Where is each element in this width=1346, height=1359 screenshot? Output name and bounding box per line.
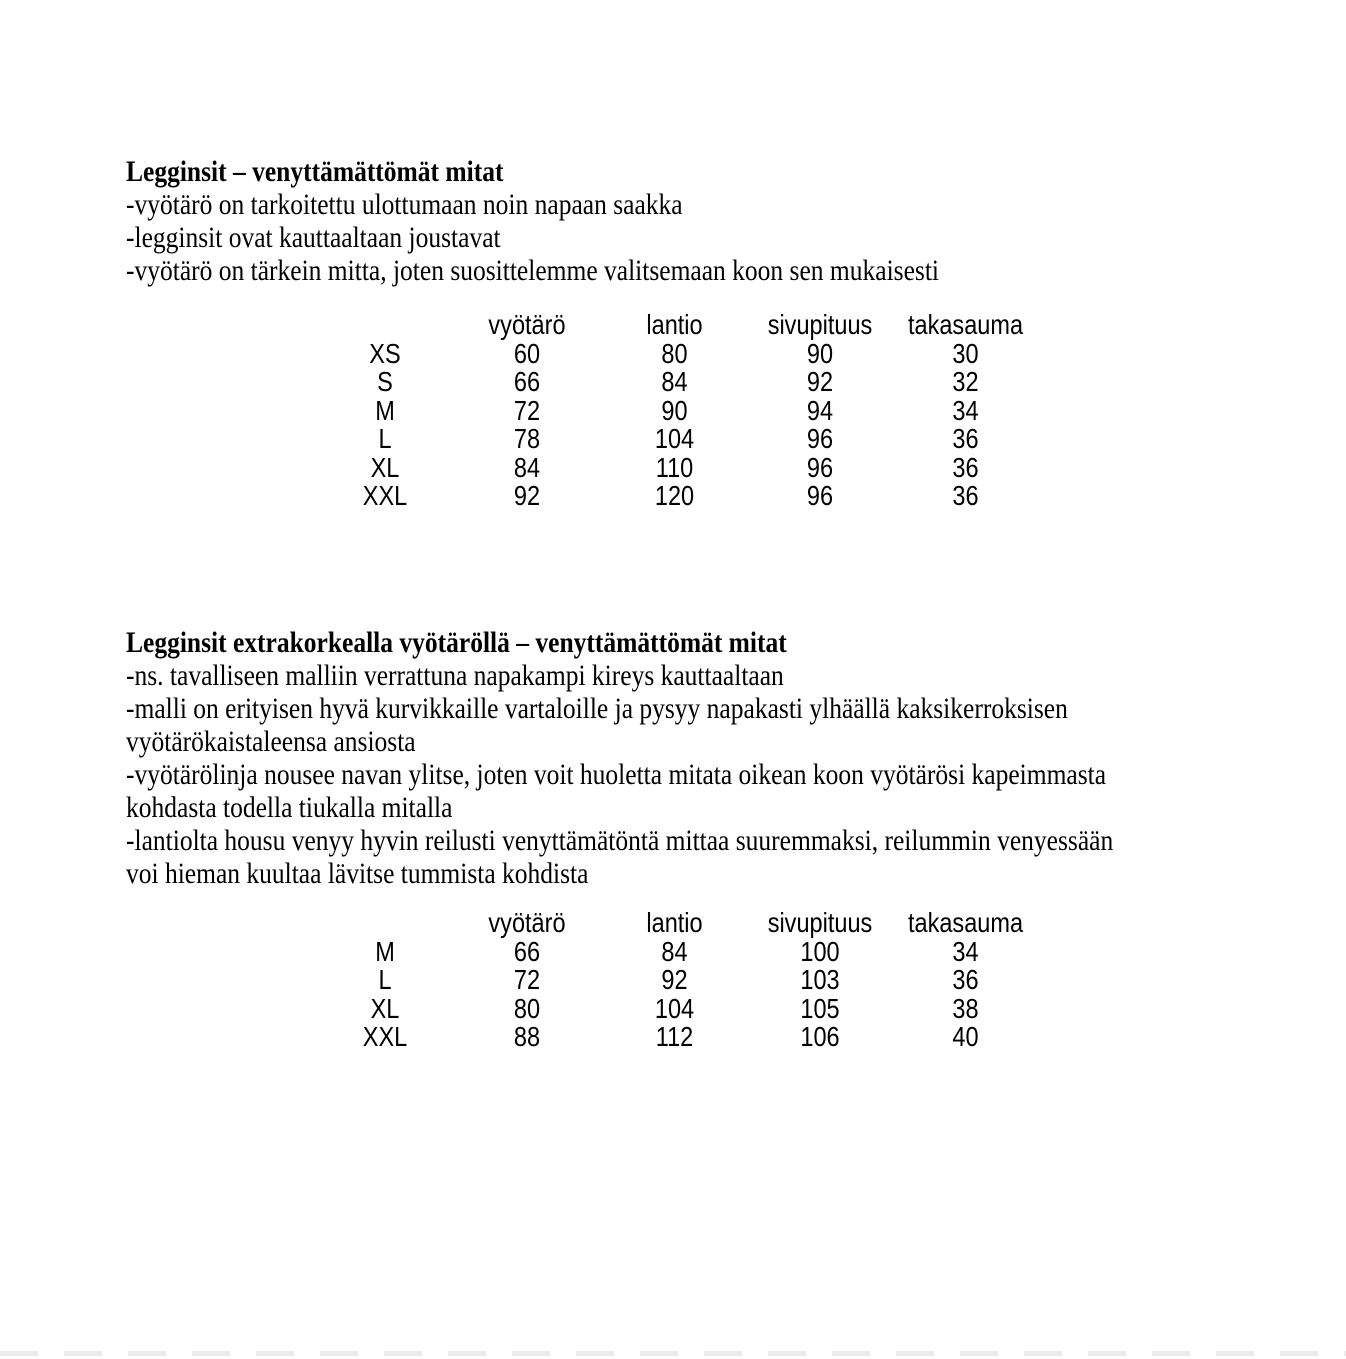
- column-header: sivupituus: [767, 907, 873, 938]
- table-row: [318, 394, 1038, 426]
- table-cell: 38: [952, 992, 979, 1024]
- table-row: [318, 966, 1038, 995]
- size-table-legginsit: [318, 311, 1038, 511]
- text-line: -legginsit ovat kauttaaltaan joustavat: [126, 221, 501, 254]
- table-cell: 32: [952, 366, 979, 397]
- text-line: -ns. tavalliseen malliin verrattuna napakampi kireys kauttaaltaan: [126, 659, 784, 692]
- table-cell: 104: [654, 423, 695, 454]
- table-cell: XL: [370, 992, 400, 1024]
- section-heading: Legginsit extrakorkealla vyötäröllä – venyttämättömät mitat: [126, 626, 787, 659]
- table-row: [318, 992, 1038, 1024]
- table-cell: XS: [369, 337, 401, 369]
- table-cell: L: [378, 423, 392, 454]
- table-row: [318, 425, 1038, 454]
- table-row: [318, 1023, 1038, 1052]
- column-header: takasauma: [907, 907, 1024, 938]
- table-cell: M: [375, 394, 395, 426]
- table-cell: 36: [952, 964, 979, 995]
- table-cell: 110: [655, 451, 694, 483]
- table-cell: S: [377, 366, 393, 397]
- table-cell: XXL: [362, 1021, 408, 1052]
- text-line: kohdasta todella tiukalla mitalla: [126, 791, 453, 824]
- table-cell: 72: [513, 964, 541, 995]
- column-header: vyötärö: [488, 907, 566, 938]
- table-cell: 34: [952, 935, 979, 967]
- table-row: [318, 337, 1038, 369]
- table-cell: 96: [806, 480, 834, 511]
- table-cell: 112: [655, 1021, 694, 1052]
- table-cell: 78: [513, 423, 541, 454]
- section-legginsit-text: [126, 155, 1082, 287]
- table-header-row: [318, 909, 1038, 938]
- table-cell: 100: [800, 935, 840, 967]
- text-line: vyötärökaistaleensa ansiosta: [126, 725, 416, 758]
- text-line: voi hieman kuultaa lävitse tummista kohdista: [126, 857, 589, 890]
- table-row: [318, 368, 1038, 397]
- table-cell: XL: [370, 451, 400, 483]
- column-header: [329, 909, 442, 938]
- table-cell: 120: [654, 480, 695, 511]
- text-line: -malli on erityisen hyvä kurvikkaille vartaloille ja pysyy napakasti ylhäällä kaksikerroksisen: [126, 692, 1068, 725]
- page-bottom-dashed-divider: [0, 1351, 1346, 1356]
- table-cell: 92: [513, 480, 541, 511]
- column-header: vyötärö: [488, 309, 566, 340]
- table-cell: M: [375, 935, 395, 967]
- table-cell: 103: [800, 964, 840, 995]
- section-heading: Legginsit – venyttämättömät mitat: [126, 155, 504, 188]
- table-cell: 80: [513, 992, 541, 1024]
- table-cell: 40: [952, 1021, 979, 1052]
- table-cell: 84: [661, 366, 688, 397]
- table-row: [318, 451, 1038, 483]
- table-cell: 80: [661, 337, 688, 369]
- column-header: lantio: [646, 309, 703, 340]
- table-cell: 36: [952, 451, 979, 483]
- table-header-row: [318, 311, 1038, 340]
- table-cell: 72: [513, 394, 541, 426]
- table-cell: 66: [513, 366, 541, 397]
- table-cell: 34: [952, 394, 979, 426]
- table-cell: L: [378, 964, 392, 995]
- column-header: sivupituus: [767, 309, 873, 340]
- text-lines: [126, 188, 1082, 287]
- column-header: [329, 311, 442, 340]
- table-cell: 94: [806, 394, 834, 426]
- table-cell: 84: [513, 451, 541, 483]
- table-row: [318, 482, 1038, 511]
- table-cell: 36: [952, 480, 979, 511]
- text-line: -lantiolta housu venyy hyvin reilusti venyttämätöntä mittaa suuremmaksi, reilummin venyessään: [126, 824, 1114, 857]
- table-cell: 36: [952, 423, 979, 454]
- column-header: takasauma: [907, 309, 1024, 340]
- table-cell: 84: [661, 935, 688, 967]
- text-line: -vyötärölinja nousee navan ylitse, joten voit huoletta mitata oikean koon vyötärösi kapeimmasta: [126, 758, 1107, 791]
- table-cell: 96: [806, 451, 834, 483]
- table-cell: 90: [661, 394, 688, 426]
- text-line: -vyötärö on tärkein mitta, joten suosittelemme valitsemaan koon sen mukaisesti: [126, 254, 939, 287]
- table-cell: 104: [654, 992, 695, 1024]
- table-cell: 106: [800, 1021, 840, 1052]
- column-header: lantio: [646, 907, 703, 938]
- table-row: [318, 935, 1038, 967]
- table-cell: 60: [513, 337, 541, 369]
- table-cell: 88: [513, 1021, 541, 1052]
- table-cell: 105: [800, 992, 840, 1024]
- table-cell: 90: [806, 337, 834, 369]
- table-cell: 30: [952, 337, 979, 369]
- table-cell: 96: [806, 423, 834, 454]
- text-lines: [126, 659, 1287, 890]
- text-line: -vyötärö on tarkoitettu ulottumaan noin napaan saakka: [126, 188, 683, 221]
- table-cell: 66: [513, 935, 541, 967]
- table-cell: 92: [806, 366, 834, 397]
- table-cell: XXL: [362, 480, 408, 511]
- table-cell: 92: [661, 964, 688, 995]
- size-table-legginsit-extrakorkea: [318, 909, 1038, 1052]
- section-legginsit-extrakorkea-text: [126, 626, 1287, 890]
